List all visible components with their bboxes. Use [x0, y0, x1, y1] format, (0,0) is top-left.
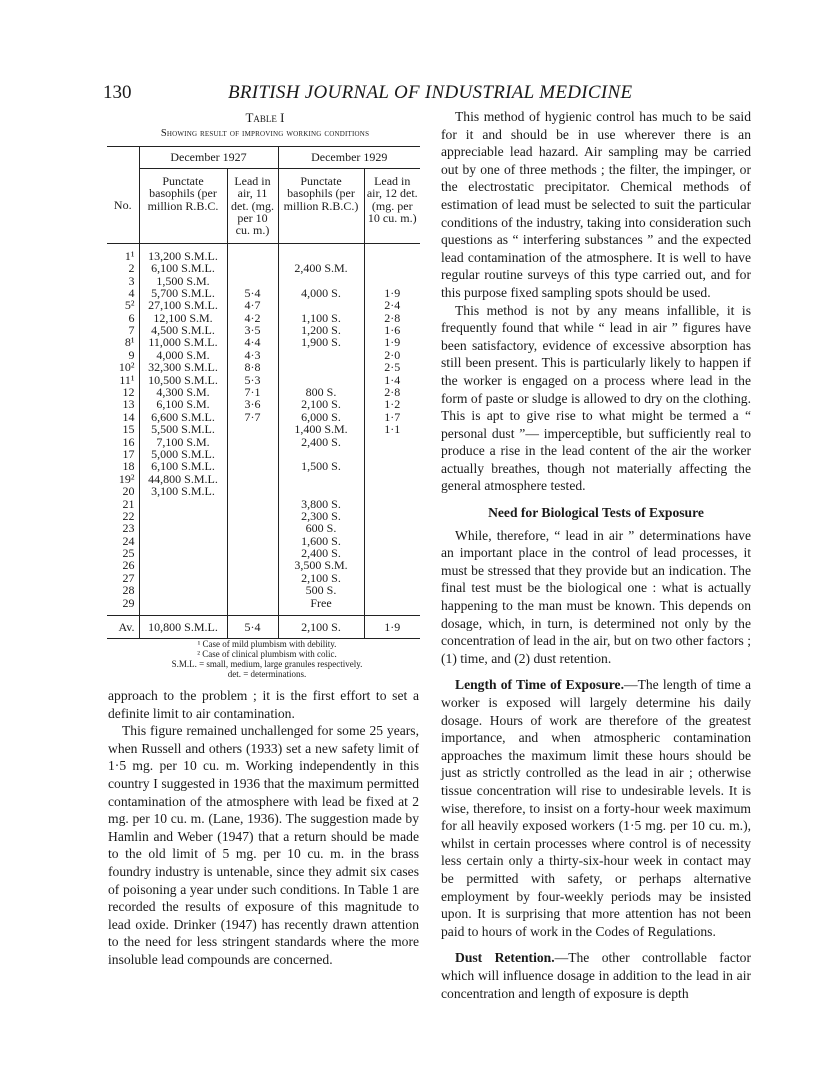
lead-1927	[227, 485, 278, 497]
basophils-1929: 3,500 S.M.	[278, 559, 364, 571]
basophils-1927: 5,700 S.M.L.	[139, 287, 227, 299]
table-row	[107, 498, 420, 510]
basophils-1927	[139, 597, 227, 609]
lead-1929	[364, 250, 420, 262]
paragraph-5-body: —The other controllable factor which will influence dosage in addition to the lead in air concentration and length of exposure is depth	[441, 950, 751, 1001]
table-number: Table I	[245, 110, 285, 125]
av-lead-1929: 1·9	[364, 615, 420, 638]
lead-1927: 3·6	[227, 398, 278, 410]
basophils-1929	[278, 349, 364, 361]
basophils-1927	[139, 559, 227, 571]
basophils-1927: 5,000 S.M.L.	[139, 448, 227, 460]
lead-1927: 5·3	[227, 374, 278, 386]
lead-1927	[227, 460, 278, 472]
row-number: 14	[107, 411, 139, 423]
row-number: 3	[107, 275, 139, 287]
row-number: 12	[107, 386, 139, 398]
footnote-2: ² Case of clinical plumbism with colic.	[197, 649, 337, 659]
basophils-1927: 10,500 S.M.L.	[139, 374, 227, 386]
row-number: 11¹	[107, 374, 139, 386]
basophils-1927: 6,600 S.M.L.	[139, 411, 227, 423]
table-row	[107, 535, 420, 547]
basophils-1929: Free	[278, 597, 364, 609]
corner-cell	[107, 147, 139, 169]
row-number: 18	[107, 460, 139, 472]
basophils-1929: 1,600 S.	[278, 535, 364, 547]
runin-heading-time-of-exposure: Length of Time of Exposure.	[455, 677, 624, 693]
col-header-lead-1927: Lead in air, 11 det. (mg. per 10 cu. m.)	[227, 169, 278, 244]
row-number: 23	[107, 522, 139, 534]
lead-1929	[364, 460, 420, 472]
table-row	[107, 485, 420, 497]
table-row	[107, 336, 420, 348]
basophils-1929: 2,300 S.	[278, 510, 364, 522]
table-row	[107, 386, 420, 398]
group-header-1927: December 1927	[139, 147, 278, 169]
lead-1927	[227, 572, 278, 584]
lead-1927	[227, 522, 278, 534]
table-row	[107, 559, 420, 571]
lead-1929: 1·7	[384, 409, 401, 424]
basophils-1929: 1,100 S.	[278, 312, 364, 324]
lead-1927: 4·7	[227, 299, 278, 311]
basophils-1927: 5,500 S.M.L.	[139, 423, 227, 435]
table-row	[107, 374, 420, 386]
basophils-1927: 6,100 S.M.L.	[139, 262, 227, 274]
basophils-1929	[278, 361, 364, 373]
row-number: 24	[107, 535, 139, 547]
basophils-1927: 6,100 S.M.	[139, 398, 227, 410]
lead-1929	[364, 473, 420, 485]
row-number: 17	[107, 448, 139, 460]
lead-1929	[364, 597, 420, 609]
basophils-1927: 7,100 S.M.	[139, 436, 227, 448]
left-paragraph-2: This figure remained unchallenged for some 25 years, when Russell and others (1933) set a new safety limit of 1·5 mg. per 10 cu. m. Working independently in this country I suggested in 1936 that the maximum permitted contamination of the atmosphere with lead be fixed at 2 mg. per 10 cu. m. (Lane, 1936). The suggestion made by Hamlin and Weber (1947) that a return should be made to the old limit of 5 mg. per 10 cu. m. in the brass foundry industry is untenable, since they admit six cases of poisoning a year under such conditions. In Table 1 are recorded the results of exposure of this magnitude to lead oxide. Drinker (1947) has recently drawn attention to the need for less stringent standards where the more insoluble lead compounds are concerned.	[108, 723, 419, 967]
row-number: 19²	[107, 473, 139, 485]
lead-1929	[364, 584, 420, 596]
av-basophils-1929: 2,100 S.	[278, 615, 364, 638]
av-lead-1927: 5·4	[227, 615, 278, 638]
row-number: 16	[107, 436, 139, 448]
lead-1927: 4·3	[227, 349, 278, 361]
lead-1927	[227, 535, 278, 547]
right-paragraph-2: This method is not by any means infallible, it is frequently found that while “ lead in air ” figures have been satisfactory, evidence of excessive absorption has still been present. This is particularly likely to happen if the worker is engaged on a process where lead in the form of paste or sludge is allowed to dry on the clothing. This is apt to give rise to what might be termed a “ personal dust ”— imperceptible, but sufficiently real to produce a rise in the lead content of the air the worker actually breathes, though not materially affecting the general atmosphere tested.	[441, 302, 751, 494]
row-number: 7	[107, 324, 139, 336]
table-row	[107, 361, 420, 373]
lead-1927	[227, 510, 278, 522]
lead-1927	[227, 448, 278, 460]
lead-1927	[227, 436, 278, 448]
basophils-1927: 13,200 S.M.L.	[139, 250, 227, 262]
row-number: 4	[107, 287, 139, 299]
left-column	[108, 687, 419, 969]
basophils-1927: 4,500 S.M.L.	[139, 324, 227, 336]
basophils-1929: 600 S.	[278, 522, 364, 534]
runin-heading-dust-retention: Dust Retention.	[455, 950, 555, 966]
basophils-1927: 6,100 S.M.L.	[139, 460, 227, 472]
row-number: 15	[107, 423, 139, 435]
basophils-1927: 3,100 S.M.L.	[139, 485, 227, 497]
lead-1929: 2·8	[384, 385, 401, 400]
basophils-1929: 3,800 S.	[278, 498, 364, 510]
row-number: 29	[107, 597, 139, 609]
row-number: 20	[107, 485, 139, 497]
right-paragraph-1: This method of hygienic control has much to be said for it and should be in use wherever there is an appreciable lead hazard. Air sampling may be carried out by one of three methods ; the filter, the impinger, or the electrostatic precipitator. Chemical methods of estimation of lead must be selected to suit the particular conditions of the industry, taking into consideration such questions as “ interfering substances ” and the expected lead contamination of the atmosphere. It is well to have regular routine surveys of this type carried out, and for this purpose fixed sampling spots should be used.	[441, 109, 751, 300]
results-table	[107, 146, 420, 639]
row-number: 13	[107, 398, 139, 410]
basophils-1929: 800 S.	[278, 386, 364, 398]
basophils-1929: 1,200 S.	[278, 324, 364, 336]
lead-1927	[227, 559, 278, 571]
footnote-1: ¹ Case of mild plumbism with debility.	[197, 639, 337, 649]
table-row	[107, 299, 420, 311]
lead-1929	[364, 485, 420, 497]
lead-1927: 3·5	[227, 324, 278, 336]
lead-1927: 5·4	[227, 287, 278, 299]
row-number: 6	[107, 312, 139, 324]
left-paragraph-1: approach to the problem ; it is the first effort to set a definite limit to air contamination.	[108, 688, 419, 721]
lead-1927: 7·1	[227, 386, 278, 398]
lead-1929	[364, 262, 420, 274]
basophils-1927	[139, 547, 227, 559]
table-row	[107, 510, 420, 522]
lead-1927	[227, 498, 278, 510]
page-number: 130	[103, 82, 132, 103]
basophils-1927: 1,500 S.M.	[139, 275, 227, 287]
table-row	[107, 423, 420, 435]
row-number: 10²	[107, 361, 139, 373]
footnote-det: det. = determinations.	[227, 669, 307, 679]
basophils-1927	[139, 510, 227, 522]
col-header-lead-1929: Lead in air, 12 det. (mg. per 10 cu. m.)	[364, 169, 420, 244]
footnote-abbrev: S.M.L. = small, medium, large granules respectively.	[171, 659, 363, 669]
basophils-1927: 27,100 S.M.L.	[139, 299, 227, 311]
right-column	[441, 108, 751, 1002]
right-paragraph-3: While, therefore, “ lead in air ” determinations have an important place in the control of lead processes, it must be stressed that they provide but an indication. The final test must be the biological one : what is actually happening to the man must be known. This depends on dosage, which, in turn, is determined not only by the concentration of lead in the air, but on two other factors ; (1) time, and (2) dust retention.	[441, 527, 751, 666]
basophils-1929: 2,100 S.	[278, 398, 364, 410]
basophils-1929: 1,900 S.	[278, 336, 364, 348]
table-row	[107, 584, 420, 596]
row-number: 2	[107, 262, 139, 274]
table-row	[107, 262, 420, 274]
lead-1927	[227, 584, 278, 596]
lead-1927	[227, 423, 278, 435]
row-number: 21	[107, 498, 139, 510]
table-subtitle: Showing result of improving working conditions	[160, 128, 370, 139]
basophils-1927	[139, 498, 227, 510]
journal-title: BRITISH JOURNAL OF INDUSTRIAL MEDICINE	[228, 82, 633, 103]
paragraph-4-body: —The length of time a worker is exposed will largely determine his daily dosage. Hours of work are therefore of the greatest importance, and when atmospheric contamination approaches the maximum limit these hours should be just as strictly controlled as the lead in air ; otherwise tissue concentration will rise to undesirable levels. It is wise, therefore, to insist on a forty-hour week maximum for all heavily exposed workers (1·5 mg. per 10 cu. m.), whilst in certain processes where control is of necessity less certain only a thirty-six-hour week in contact may be permitted with safety, or perhaps alternative employment by four-weekly periods may be insisted upon. It is surprising that more attention has not been paid to hours of work in the Codes of Regulations.	[441, 677, 751, 939]
lead-1929	[364, 559, 420, 571]
lead-1929: 1·2	[384, 397, 401, 412]
basophils-1929: 2,400 S.	[278, 547, 364, 559]
lead-1929	[364, 436, 420, 448]
lead-1927	[227, 250, 278, 262]
table-row	[107, 398, 420, 410]
row-number: 25	[107, 547, 139, 559]
basophils-1927	[139, 572, 227, 584]
col-header-basophils-1929: Punctate basophils (per million R.B.C.)	[278, 169, 364, 244]
right-paragraph-5	[441, 949, 751, 1002]
lead-1929: 2·5	[384, 360, 401, 375]
row-number: 5²	[107, 299, 139, 311]
basophils-1927: 4,000 S.M.	[139, 349, 227, 361]
row-number: 9	[107, 349, 139, 361]
lead-1929	[364, 572, 420, 584]
lead-1929: 1·4	[384, 372, 401, 387]
table-row	[107, 572, 420, 584]
lead-1927: 8·8	[227, 361, 278, 373]
lead-1929: 2·4	[384, 298, 401, 313]
lead-1929	[364, 522, 420, 534]
basophils-1929: 4,000 S.	[278, 287, 364, 299]
basophils-1927	[139, 522, 227, 534]
row-number: 26	[107, 559, 139, 571]
lead-1929: 2·8	[384, 310, 401, 325]
av-label: Av.	[107, 615, 139, 638]
lead-1929: 1·1	[384, 422, 401, 437]
lead-1927	[227, 597, 278, 609]
col-header-no: No.	[107, 169, 139, 244]
table-row	[107, 522, 420, 534]
av-basophils-1927: 10,800 S.M.L.	[139, 615, 227, 638]
table-body	[107, 250, 420, 609]
row-number: 27	[107, 572, 139, 584]
lead-1927: 4·4	[227, 336, 278, 348]
basophils-1929: 500 S.	[278, 584, 364, 596]
basophils-1929: 1,400 S.M.	[278, 423, 364, 435]
row-number: 8¹	[107, 336, 139, 348]
basophils-1927: 4,300 S.M.	[139, 386, 227, 398]
row-number: 22	[107, 510, 139, 522]
basophils-1929: 6,000 S.	[278, 411, 364, 423]
lead-1927: 4·2	[227, 312, 278, 324]
basophils-1929	[278, 473, 364, 485]
basophils-1929	[278, 299, 364, 311]
basophils-1929: 2,400 S.	[278, 436, 364, 448]
table-row	[107, 547, 420, 559]
basophils-1927	[139, 535, 227, 547]
basophils-1929: 2,100 S.	[278, 572, 364, 584]
lead-1929: 2·0	[384, 347, 401, 362]
basophils-1927: 11,000 S.M.L.	[139, 336, 227, 348]
basophils-1929: 1,500 S.	[278, 460, 364, 472]
section-heading-biological-tests: Need for Biological Tests of Exposure	[488, 505, 704, 521]
basophils-1927: 32,300 S.M.L.	[139, 361, 227, 373]
table-row	[107, 460, 420, 472]
lead-1927	[227, 473, 278, 485]
table-row	[107, 597, 420, 609]
lead-1927	[227, 262, 278, 274]
lead-1929: 1·9	[384, 285, 401, 300]
lead-1929	[364, 535, 420, 547]
basophils-1929: 2,400 S.M.	[278, 262, 364, 274]
lead-1929	[364, 498, 420, 510]
basophils-1929	[278, 485, 364, 497]
lead-1929	[364, 510, 420, 522]
basophils-1927: 12,100 S.M.	[139, 312, 227, 324]
lead-1927: 7·7	[227, 411, 278, 423]
lead-1929	[364, 448, 420, 460]
row-number: 28	[107, 584, 139, 596]
row-number: 1¹	[107, 250, 139, 262]
basophils-1927: 44,800 S.M.L.	[139, 473, 227, 485]
lead-1929	[364, 547, 420, 559]
right-paragraph-4	[441, 676, 751, 940]
basophils-1927	[139, 584, 227, 596]
group-header-1929: December 1929	[278, 147, 420, 169]
table-footnotes	[112, 639, 422, 679]
col-header-basophils-1927: Punctate basophils (per million R.B.C.	[139, 169, 227, 244]
lead-1929: 1·9	[384, 335, 401, 350]
lead-1929: 1·6	[384, 323, 401, 338]
lead-1927	[227, 547, 278, 559]
